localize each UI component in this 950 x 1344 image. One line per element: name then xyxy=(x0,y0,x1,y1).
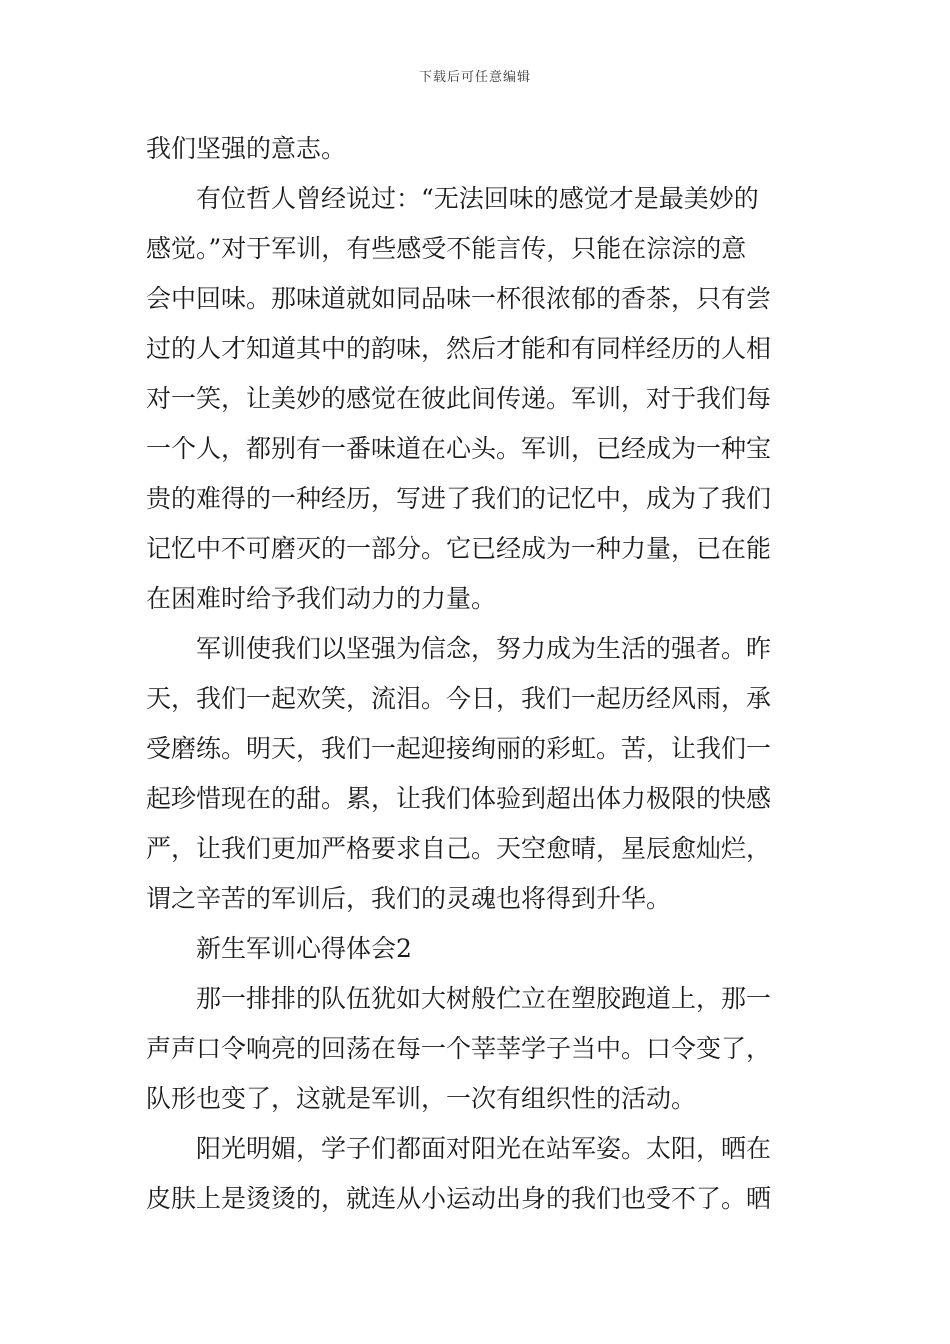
text-line: 天，我们一起欢笑，流泪。今日，我们一起历经风雨，承 xyxy=(146,684,772,713)
text-line: 声声口令响亮的回荡在每一个莘莘学子当中。口令变了， xyxy=(146,1034,772,1063)
text-line: 起珍惜现在的甜。累，让我们体验到超出体力极限的快感 xyxy=(146,784,772,813)
paragraph-start: 那一排排的队伍犹如大树般伫立在塑胶跑道上，那一 xyxy=(196,984,772,1013)
text-line: 过的人才知道其中的韵味，然后才能和有同样经历的人相 xyxy=(146,334,772,363)
text-line: 会中回味。那味道就如同品味一杯很浓郁的香茶，只有尝 xyxy=(146,284,772,313)
text-line: 在困难时给予我们动力的力量。 xyxy=(146,584,497,613)
text-line: 队形也变了，这就是军训，一次有组织性的活动。 xyxy=(146,1084,697,1113)
paragraph-start: 军训使我们以坚强为信念，努力成为生活的强者。昨 xyxy=(196,634,772,663)
text-line: 贵的难得的一种经历，写进了我们的记忆中，成为了我们 xyxy=(146,484,772,513)
section-heading: 新生军训心得体会2 xyxy=(196,934,412,963)
text-line: 一个人，都别有一番味道在心头。军训，已经成为一种宝 xyxy=(146,434,772,463)
text-line: 我们坚强的意志。 xyxy=(146,134,347,163)
text-line: 记忆中不可磨灭的一部分。它已经成为一种力量，已在能 xyxy=(146,534,772,563)
text-line: 受磨练。明天，我们一起迎接绚丽的彩虹。苦，让我们一 xyxy=(146,734,772,763)
text-line: 皮肤上是烫烫的，就连从小运动出身的我们也受不了。晒 xyxy=(146,1184,772,1213)
document-body xyxy=(146,124,806,1224)
text-line: 对一笑，让美妙的感觉在彼此间传递。军训，对于我们每 xyxy=(146,384,772,413)
text-line: 感觉。”对于军训，有些感受不能言传，只能在淙淙的意 xyxy=(146,234,747,263)
paragraph-start: 有位哲人曾经说过：“无法回味的感觉才是最美妙的 xyxy=(196,184,759,213)
paragraph-start: 阳光明媚，学子们都面对阳光在站军姿。太阳，晒在 xyxy=(196,1134,772,1163)
text-line: 谓之辛苦的军训后，我们的灵魂也将得到升华。 xyxy=(146,884,672,913)
text-line: 严，让我们更加严格要求自己。天空愈晴，星辰愈灿烂， xyxy=(146,834,772,863)
page-header: 下载后可任意编辑 xyxy=(418,70,531,85)
